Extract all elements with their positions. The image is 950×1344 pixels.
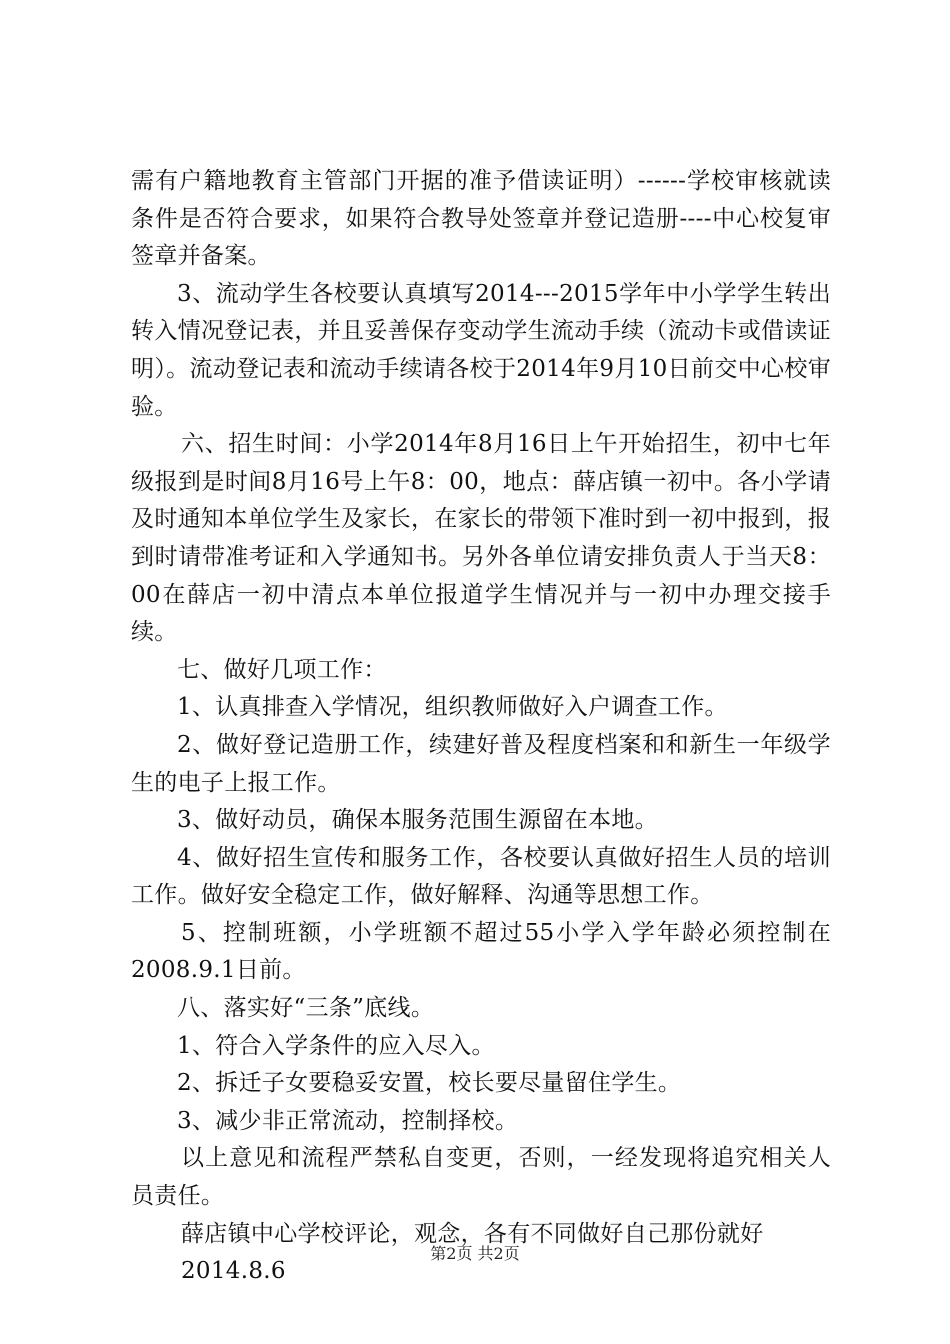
document-date: 2014.8.6: [181, 1258, 286, 1285]
list-item-bottom-line-3: 3、减少非正常流动，控制择校。: [177, 1107, 519, 1134]
list-item-bottom-line-2: 2、拆迁子女要稳妥安置，校长要尽量留住学生。: [177, 1070, 682, 1097]
section-heading-tasks: 七、做好几项工作：: [177, 656, 387, 683]
section-heading-bottom-lines: 八、落实好“三条”底线。: [177, 995, 435, 1022]
document-body: [131, 163, 831, 1291]
signature-line: 薛店镇中心学校评论，观念，各有不同做好自己那份就好: [181, 1220, 764, 1247]
list-item-task-2: 2、做好登记造册工作，续建好普及程度档案和和新生一年级学生的电子上报工作。: [131, 731, 831, 796]
paragraph-borrow-certificate: 需有户籍地教育主管部门开据的准予借读证明）------学校审核就读条件是否符合要求，如果符合教导处签章并登记造册----中心校复审签章并备案。: [131, 168, 831, 270]
list-item-task-1: 1、认真排查入学情况，组织教师做好入户调查工作。: [177, 694, 728, 721]
list-item-task-3: 3、做好动员，确保本服务范围生源留在本地。: [177, 807, 658, 834]
paragraph-no-changes-notice: 以上意见和流程严禁私自变更，否则，一经发现将追究相关人员责任。: [131, 1145, 831, 1210]
list-item-task-4: 4、做好招生宣传和服务工作，各校要认真做好招生人员的培训工作。做好安全稳定工作，做好解释、沟通等思想工作。: [131, 844, 831, 909]
page-number-footer: 第2页 共2页: [430, 1244, 520, 1263]
list-item-bottom-line-1: 1、符合入学条件的应入尽入。: [177, 1032, 495, 1059]
list-item-task-5: 5、控制班额，小学班额不超过55小学入学年龄必须控制在2008.9.1日前。: [131, 919, 831, 984]
paragraph-floating-students: 3、流动学生各校要认真填写2014---2015学年中小学学生转出转入情况登记表，并且妥善保存变动学生流动手续（流动卡或借读证明）。流动登记表和流动手续请各校于2014年9月10日前交中心校审验。: [131, 280, 831, 420]
paragraph-enrollment-time: 六、招生时间：小学2014年8月16日上午开始招生，初中七年级报到是时间8月16号上午8：00，地点：薛店镇一初中。各小学请及时通知本单位学生及家长，在家长的带领下准时到一初中报到，报到时请带准考证和入学通知书。另外各单位请安排负责人于当天8：00在薛店一初中清点本单位报道学生情况并与一初中办理交接手续。: [131, 431, 831, 646]
